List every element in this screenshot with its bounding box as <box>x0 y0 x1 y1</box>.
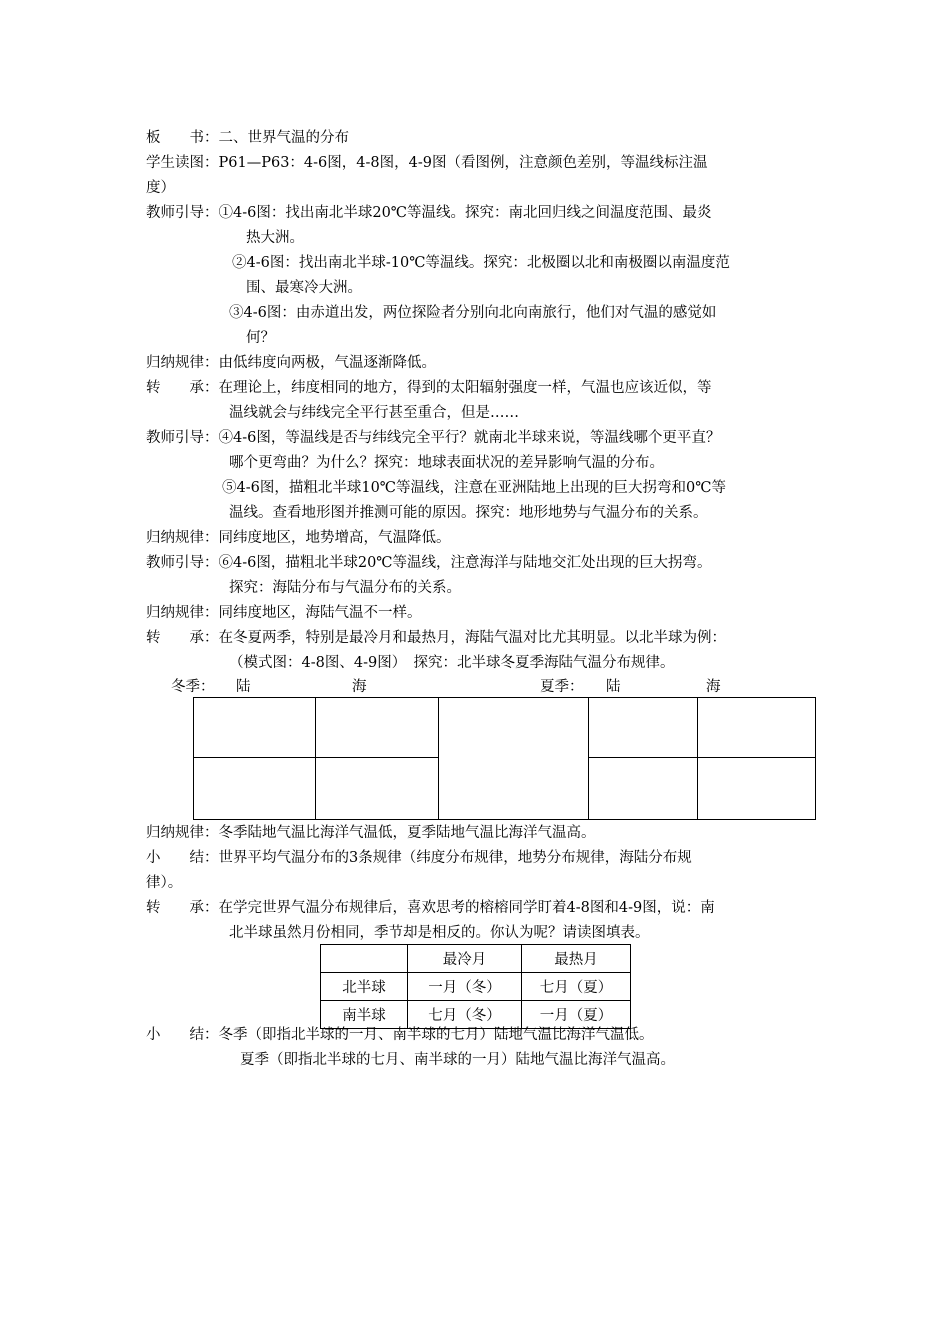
text-line: 转 承：在学完世界气温分布规律后，喜欢思考的榕榕同学盯着4-8图和4-9图，说：南 <box>146 900 715 916</box>
winter-land-label: 陆 <box>236 679 251 695</box>
text-line: 小 结：冬季（即指北半球的一月、南半球的七月）陆地气温比海洋气温低。 <box>146 1027 654 1043</box>
season-table <box>320 944 631 1029</box>
summer-label: 夏季： <box>540 679 584 695</box>
text-line: 热大洲。 <box>246 230 304 246</box>
text-line: 归纳规律：由低纬度向两极，气温逐渐降低。 <box>146 355 436 371</box>
board-title-line: 板 书：二、世界气温的分布 <box>146 130 349 146</box>
text-line: 归纳规律：冬季陆地气温比海洋气温低，夏季陆地气温比海洋气温高。 <box>146 825 596 841</box>
text-line: 归纳规律：同纬度地区，海陆气温不一样。 <box>146 605 422 621</box>
text-line: 夏季（即指北半球的七月、南半球的一月）陆地气温比海洋气温高。 <box>240 1052 675 1068</box>
text-line: ⑤4-6图，描粗北半球10℃等温线，注意在亚洲陆地上出现的巨大拐弯和0℃等 <box>222 480 726 496</box>
winter-label: 冬季： <box>171 679 215 695</box>
summer-land-label: 陆 <box>606 679 621 695</box>
text-line: 教师引导：⑥4-6图，描粗北半球20℃等温线，注意海洋与陆地交汇处出现的巨大拐弯。 <box>146 555 712 571</box>
text-line: 度） <box>146 180 175 196</box>
text-line: 转 承：在冬夏两季，特别是最冷月和最热月，海陆气温对比尤其明显。以北半球为例： <box>146 630 726 646</box>
winter-divider <box>315 697 316 820</box>
text-line: 何？ <box>246 330 275 346</box>
text-line: 小 结：世界平均气温分布的3条规律（纬度分布规律，地势分布规律，海陆分布规 <box>146 850 692 866</box>
text-line: 转 承：在理论上，纬度相同的地方，得到的太阳辐射强度一样，气温也应该近似，等 <box>146 380 712 396</box>
summer-grid <box>588 697 816 820</box>
text-line: 学生读图：P61—P63：4-6图，4-8图，4-9图（看图例，注意颜色差别，等温线标注温 <box>146 155 708 171</box>
table-header-cell: 最热月 <box>522 945 631 973</box>
text-line: （模式图：4-8图、4-9图） 探究：北半球冬夏季海陆气温分布规律。 <box>229 655 675 671</box>
winter-grid <box>193 697 439 820</box>
summer-sea-label: 海 <box>706 679 721 695</box>
table-header-row <box>321 945 631 973</box>
winter-row-divider <box>193 757 439 758</box>
winter-sea-label: 海 <box>352 679 367 695</box>
text-line: 教师引导：①4-6图：找出南北半球20℃等温线。探究：南北回归线之间温度范围、最炎 <box>146 205 712 221</box>
text-line: 探究：海陆分布与气温分布的关系。 <box>229 580 461 596</box>
text-line: 哪个更弯曲？为什么？探究：地球表面状况的差异影响气温的分布。 <box>229 455 664 471</box>
text-line: 温线。查看地形图并推测可能的原因。探究：地形地势与气温分布的关系。 <box>229 505 708 521</box>
summer-divider <box>697 697 698 820</box>
center-box <box>438 697 589 820</box>
text-line: 归纳规律：同纬度地区，地势增高，气温降低。 <box>146 530 451 546</box>
text-line: 教师引导：④4-6图，等温线是否与纬线完全平行？就南北半球来说，等温线哪个更平直？ <box>146 430 721 446</box>
text-line: ②4-6图：找出南北半球-10℃等温线。探究：北极圈以北和南极圈以南温度范 <box>232 255 730 271</box>
table-cell: 七月（夏） <box>522 973 631 1001</box>
table-cell: 南半球 <box>321 1001 408 1029</box>
table-row <box>321 973 631 1001</box>
table-cell: 一月（夏） <box>522 1001 631 1029</box>
summer-row-divider <box>588 757 816 758</box>
table-cell: 一月（冬） <box>408 973 522 1001</box>
text-line: 律）。 <box>146 875 183 891</box>
text-line: 温线就会与纬线完全平行甚至重合，但是…… <box>229 405 519 421</box>
table-header-cell <box>321 945 408 973</box>
text-line: ③4-6图：由赤道出发，两位探险者分别向北向南旅行，他们对气温的感觉如 <box>229 305 717 321</box>
table-cell: 七月（冬） <box>408 1001 522 1029</box>
text-line: 北半球虽然月份相同，季节却是相反的。你认为呢？请读图填表。 <box>229 925 650 941</box>
table-cell: 北半球 <box>321 973 408 1001</box>
text-line: 围、最寒冷大洲。 <box>246 280 362 296</box>
table-header-cell: 最冷月 <box>408 945 522 973</box>
